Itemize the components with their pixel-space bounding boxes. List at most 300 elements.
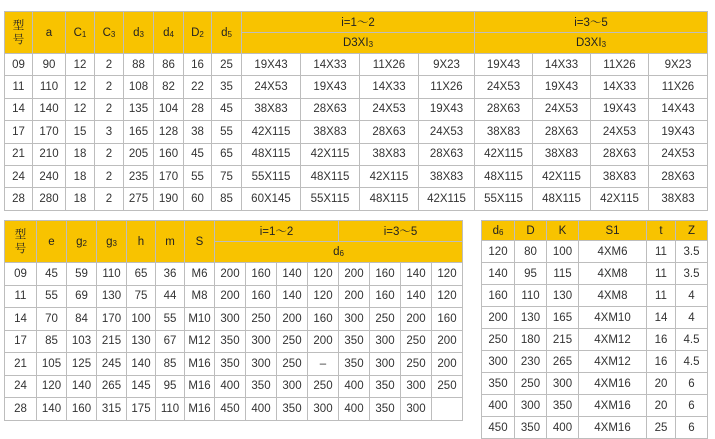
table-cell: M10	[185, 308, 215, 331]
table-cell: 240	[33, 165, 66, 187]
table-cell: 4	[676, 285, 708, 307]
table-cell: 11X26	[360, 54, 419, 76]
table-cell: 120	[432, 263, 463, 286]
table-cell: 105	[37, 353, 67, 376]
dimension-table-main	[4, 11, 708, 211]
table-cell: 19X43	[649, 121, 708, 143]
table-cell: 42X115	[242, 121, 301, 143]
table-cell: 128	[154, 121, 184, 143]
table-cell: 200	[215, 285, 246, 308]
table-row	[482, 351, 708, 373]
table-cell: 2	[95, 76, 124, 98]
header-col: e	[37, 221, 67, 263]
header-col: m	[156, 221, 185, 263]
table-cell: 205	[124, 143, 154, 165]
table-cell: 75	[212, 165, 242, 187]
header-col: C3	[95, 12, 124, 54]
table-cell: 16	[184, 54, 212, 76]
table-cell: 450	[482, 417, 515, 439]
table-cell: 14	[5, 308, 37, 331]
table-cell: 14	[647, 307, 676, 329]
table-cell: 210	[33, 143, 66, 165]
table-cell: 300	[339, 308, 370, 331]
table-cell: 11	[647, 285, 676, 307]
table-cell: 140	[37, 398, 67, 421]
table-row	[482, 329, 708, 351]
table-cell: 180	[515, 329, 547, 351]
table-row	[5, 98, 708, 120]
table-cell: 100	[127, 308, 156, 331]
table-cell: 11	[647, 241, 676, 263]
table-cell: 28	[184, 98, 212, 120]
table-cell: 70	[37, 308, 67, 331]
header-col: h	[127, 221, 156, 263]
table-cell: 67	[156, 330, 185, 353]
table-cell: 19X43	[242, 54, 301, 76]
table-cell: 300	[277, 375, 308, 398]
header-col: D2	[184, 12, 212, 54]
table-cell: 85	[156, 353, 185, 376]
table-cell: 140	[67, 375, 97, 398]
table-cell: 300	[401, 398, 432, 421]
table-cell: 24	[5, 165, 33, 187]
table-cell: 3.5	[676, 241, 708, 263]
table-cell: 140	[127, 353, 156, 376]
table-cell: 170	[33, 121, 66, 143]
table-cell: 80	[515, 241, 547, 263]
table-cell: 14X33	[533, 54, 591, 76]
table-cell: 2	[95, 165, 124, 187]
header-ratio-3-5: i=3～5	[339, 221, 463, 242]
table-cell: 350	[547, 395, 579, 417]
table-cell: 55X115	[242, 165, 301, 187]
table-cell: 12	[66, 98, 95, 120]
table-cell: 250	[482, 329, 515, 351]
table-cell: 4XM16	[579, 373, 647, 395]
table-cell: 200	[215, 263, 246, 286]
table-cell: 250	[246, 308, 277, 331]
table-cell: 200	[339, 263, 370, 286]
table-cell: 140	[401, 285, 432, 308]
header-spec: D3XI3	[475, 33, 708, 54]
table-cell: 160	[67, 398, 97, 421]
header-col: Z	[676, 221, 708, 241]
table-cell: 350	[339, 330, 370, 353]
table-cell: M16	[185, 353, 215, 376]
table-cell: 250	[401, 330, 432, 353]
table-cell: 11X26	[649, 76, 708, 98]
table-cell: 4XM12	[579, 329, 647, 351]
table-cell: 170	[154, 165, 184, 187]
table-cell: 350	[339, 353, 370, 376]
table-cell: 265	[97, 375, 127, 398]
table-cell: 350	[215, 330, 246, 353]
table-cell: 09	[5, 54, 33, 76]
table-cell: 190	[154, 188, 184, 210]
table-cell: 4XM8	[579, 263, 647, 285]
table-cell: 28X63	[591, 143, 649, 165]
table-cell: 4XM6	[579, 241, 647, 263]
table-cell: 19X43	[533, 76, 591, 98]
table-cell: 215	[97, 330, 127, 353]
header-col: t	[647, 221, 676, 241]
table-cell: 24	[5, 375, 37, 398]
table-cell: 145	[127, 375, 156, 398]
table-cell: 4.5	[676, 329, 708, 351]
table-cell: 120	[432, 285, 463, 308]
table-cell: 75	[127, 285, 156, 308]
table-cell: 100	[547, 241, 579, 263]
table-cell: 38X83	[419, 165, 475, 187]
table-cell: 200	[277, 308, 308, 331]
table-cell: 20	[647, 373, 676, 395]
table-cell: 300	[370, 353, 401, 376]
table-cell: 160	[432, 308, 463, 331]
table-cell: 9X23	[419, 54, 475, 76]
table-cell: 4XM12	[579, 351, 647, 373]
table-cell: 115	[547, 263, 579, 285]
table-cell: 42X115	[360, 165, 419, 187]
table-cell: 4	[676, 307, 708, 329]
table-cell: 45	[37, 263, 67, 286]
table-cell: 400	[547, 417, 579, 439]
table-cell: 450	[215, 398, 246, 421]
table-cell: 110	[97, 263, 127, 286]
table-cell: 42X115	[419, 188, 475, 210]
table-cell: 38X83	[301, 121, 360, 143]
table-cell: 55	[212, 121, 242, 143]
table-cell: 2	[95, 143, 124, 165]
table-cell: 350	[246, 375, 277, 398]
header-col: d5	[212, 12, 242, 54]
table-cell: 9X23	[649, 54, 708, 76]
table-cell: 160	[154, 143, 184, 165]
table-cell: 65	[127, 263, 156, 286]
table-cell: 235	[124, 165, 154, 187]
table-cell: 140	[33, 98, 66, 120]
header-model: 型 号	[5, 12, 33, 54]
table-cell: 65	[212, 143, 242, 165]
table-cell: M16	[185, 375, 215, 398]
table-cell: 350	[215, 353, 246, 376]
table-cell: 86	[154, 54, 184, 76]
table-cell: 300	[246, 330, 277, 353]
table-cell: 400	[215, 375, 246, 398]
table-cell: 275	[124, 188, 154, 210]
table-cell: 28X63	[649, 165, 708, 187]
table-cell: 250	[370, 308, 401, 331]
table-cell: 19X43	[301, 76, 360, 98]
table-cell: 55X115	[475, 188, 533, 210]
table-row	[5, 285, 463, 308]
header-col: S	[185, 221, 215, 263]
table-cell: 16	[647, 329, 676, 351]
table-cell: 55X115	[301, 188, 360, 210]
table-row	[482, 373, 708, 395]
table-cell: 104	[154, 98, 184, 120]
table-cell: 48X115	[533, 188, 591, 210]
table-cell: 84	[67, 308, 97, 331]
table-cell: 60	[184, 188, 212, 210]
table-cell: 42X115	[301, 143, 360, 165]
table-row	[5, 263, 463, 286]
table-cell: 11	[647, 263, 676, 285]
table-cell: 60X145	[242, 188, 301, 210]
table-cell: 110	[156, 398, 185, 421]
table-cell: 14X33	[301, 54, 360, 76]
table-cell: 250	[277, 353, 308, 376]
table-cell: 300	[215, 308, 246, 331]
dimension-table-bolts	[481, 220, 708, 439]
table-cell: 108	[124, 76, 154, 98]
table-cell: 28	[5, 398, 37, 421]
table-cell: 4.5	[676, 351, 708, 373]
table-cell: 200	[308, 330, 339, 353]
table-cell: 55	[184, 165, 212, 187]
table-cell: 120	[482, 241, 515, 263]
table-cell: 250	[432, 375, 463, 398]
table-cell: 160	[482, 285, 515, 307]
table-cell: 6	[676, 395, 708, 417]
table-cell: 130	[127, 330, 156, 353]
table-cell: 215	[547, 329, 579, 351]
table-cell: 38X83	[649, 188, 708, 210]
table-cell: 48X115	[475, 165, 533, 187]
table-cell: 110	[33, 76, 66, 98]
table-cell: 130	[97, 285, 127, 308]
table-cell: 28	[5, 188, 33, 210]
header-col: a	[33, 12, 66, 54]
table-cell: 17	[5, 121, 33, 143]
table-row	[482, 285, 708, 307]
header-ratio-1-2: i=1～2	[215, 221, 339, 242]
header-col: D	[515, 221, 547, 241]
table-cell: 130	[547, 285, 579, 307]
table-cell: 85	[212, 188, 242, 210]
table-cell: M6	[185, 263, 215, 286]
table-row	[5, 330, 463, 353]
table-cell: 18	[66, 188, 95, 210]
table-cell: 300	[515, 395, 547, 417]
table-cell: 120	[308, 285, 339, 308]
table-row	[5, 143, 708, 165]
table-cell: 350	[515, 417, 547, 439]
table-cell: 160	[246, 263, 277, 286]
table-cell: 28X63	[533, 121, 591, 143]
table-cell: 95	[156, 375, 185, 398]
table-cell: 16	[647, 351, 676, 373]
table-cell: 55	[156, 308, 185, 331]
table-cell: 38X83	[591, 165, 649, 187]
table-cell: 315	[97, 398, 127, 421]
table-cell: 25	[647, 417, 676, 439]
table-cell: 265	[547, 351, 579, 373]
table-cell: 250	[277, 330, 308, 353]
table-row	[5, 353, 463, 376]
table-cell: 135	[124, 98, 154, 120]
table-cell: 11X26	[419, 76, 475, 98]
table-cell: 44	[156, 285, 185, 308]
table-cell: 42X115	[591, 188, 649, 210]
table-cell: 160	[370, 285, 401, 308]
table-cell: 24X53	[533, 98, 591, 120]
table-cell: 350	[277, 398, 308, 421]
table-cell: 400	[482, 395, 515, 417]
table-row	[5, 398, 463, 421]
table-cell: 15	[66, 121, 95, 143]
table-cell: 14X43	[649, 98, 708, 120]
table-cell: 36	[156, 263, 185, 286]
table-cell: 42X115	[533, 165, 591, 187]
table-row	[482, 307, 708, 329]
table-cell: 300	[401, 375, 432, 398]
table-cell: 250	[515, 373, 547, 395]
table-cell: 17	[5, 330, 37, 353]
table-cell: 2	[95, 188, 124, 210]
table-cell: 200	[482, 307, 515, 329]
table-cell: 3	[95, 121, 124, 143]
table-cell: 24X53	[242, 76, 301, 98]
table-cell: 250	[308, 375, 339, 398]
table-cell: 24X53	[591, 121, 649, 143]
table-cell: 48X115	[301, 165, 360, 187]
header-ratio-3-5: i=3～5	[475, 12, 708, 33]
table-cell: 200	[432, 330, 463, 353]
table-cell: 140	[277, 263, 308, 286]
table-cell: 120	[308, 263, 339, 286]
table-cell: 350	[370, 375, 401, 398]
table-cell: 110	[515, 285, 547, 307]
table-cell: 85	[37, 330, 67, 353]
table-cell: 45	[212, 98, 242, 120]
table-cell: 300	[246, 353, 277, 376]
table-cell: 18	[66, 143, 95, 165]
table-cell: 69	[67, 285, 97, 308]
header-col: C1	[66, 12, 95, 54]
table-cell: 38X83	[475, 121, 533, 143]
table-cell: 103	[67, 330, 97, 353]
table-cell: 09	[5, 263, 37, 286]
table-cell: 120	[37, 375, 67, 398]
table-cell	[432, 398, 463, 421]
table-row	[5, 121, 708, 143]
table-cell: 14	[5, 98, 33, 120]
table-cell: 175	[127, 398, 156, 421]
header-col: g3	[97, 221, 127, 263]
table-cell: 350	[482, 373, 515, 395]
table-cell: 38X83	[242, 98, 301, 120]
header-col: d6	[482, 221, 515, 241]
table-row	[482, 241, 708, 263]
table-cell: 200	[401, 308, 432, 331]
table-cell: 245	[97, 353, 127, 376]
table-cell: 3.5	[676, 263, 708, 285]
table-cell: 4XM16	[579, 395, 647, 417]
table-cell: 20	[647, 395, 676, 417]
table-cell: 14X33	[360, 76, 419, 98]
table-cell: 300	[482, 351, 515, 373]
table-row	[482, 395, 708, 417]
table-cell: 6	[676, 417, 708, 439]
table-cell: 11X26	[591, 54, 649, 76]
table-cell: 350	[370, 398, 401, 421]
table-cell: 230	[515, 351, 547, 373]
header-spec: D3XI3	[242, 33, 475, 54]
table-cell: 19X43	[419, 98, 475, 120]
table-cell: 22	[184, 76, 212, 98]
header-d6: d6	[215, 242, 463, 263]
table-cell: 2	[95, 98, 124, 120]
table-cell: 38X83	[360, 143, 419, 165]
table-cell: 90	[33, 54, 66, 76]
table-cell: 200	[339, 285, 370, 308]
table-cell: 88	[124, 54, 154, 76]
table-cell: 25	[212, 54, 242, 76]
table-cell: 160	[246, 285, 277, 308]
table-cell: 165	[547, 307, 579, 329]
table-cell: 28X63	[360, 121, 419, 143]
table-cell: 55	[37, 285, 67, 308]
table-cell: 18	[66, 165, 95, 187]
table-cell: 38X83	[533, 143, 591, 165]
table-cell: 38	[184, 121, 212, 143]
table-row	[482, 263, 708, 285]
table-cell: 300	[308, 398, 339, 421]
dimension-table-flange	[4, 220, 463, 421]
table-cell: 21	[5, 353, 37, 376]
table-cell: M16	[185, 398, 215, 421]
table-row	[5, 76, 708, 98]
table-cell: 24X53	[475, 76, 533, 98]
table-cell: 95	[515, 263, 547, 285]
header-col: d3	[124, 12, 154, 54]
table-cell: 400	[246, 398, 277, 421]
table-cell: M12	[185, 330, 215, 353]
header-model: 型 号	[5, 221, 37, 263]
table-cell: 28X63	[475, 98, 533, 120]
table-cell: 59	[67, 263, 97, 286]
table-cell: 24X53	[360, 98, 419, 120]
table-cell: 28X63	[301, 98, 360, 120]
table-cell: 24X53	[649, 143, 708, 165]
table-cell: 45	[184, 143, 212, 165]
table-cell: 400	[339, 375, 370, 398]
table-cell: 11	[5, 285, 37, 308]
table-cell: 4XM8	[579, 285, 647, 307]
table-cell: 400	[339, 398, 370, 421]
table-cell: 4XM16	[579, 417, 647, 439]
table-cell: 21	[5, 143, 33, 165]
table-cell: 300	[370, 330, 401, 353]
header-col: d4	[154, 12, 184, 54]
table-cell: 165	[124, 121, 154, 143]
table-cell: 48X115	[242, 143, 301, 165]
table-cell: 140	[401, 263, 432, 286]
table-cell: 24X53	[419, 121, 475, 143]
header-ratio-1-2: i=1～2	[242, 12, 475, 33]
table-cell: 160	[370, 263, 401, 286]
table-cell: 19X43	[591, 98, 649, 120]
table-row	[5, 188, 708, 210]
table-cell: 6	[676, 373, 708, 395]
table-cell: 11	[5, 76, 33, 98]
header-col: g2	[67, 221, 97, 263]
table-row	[5, 54, 708, 76]
table-cell: 140	[277, 285, 308, 308]
table-row	[5, 308, 463, 331]
table-cell: M8	[185, 285, 215, 308]
header-col: S1	[579, 221, 647, 241]
